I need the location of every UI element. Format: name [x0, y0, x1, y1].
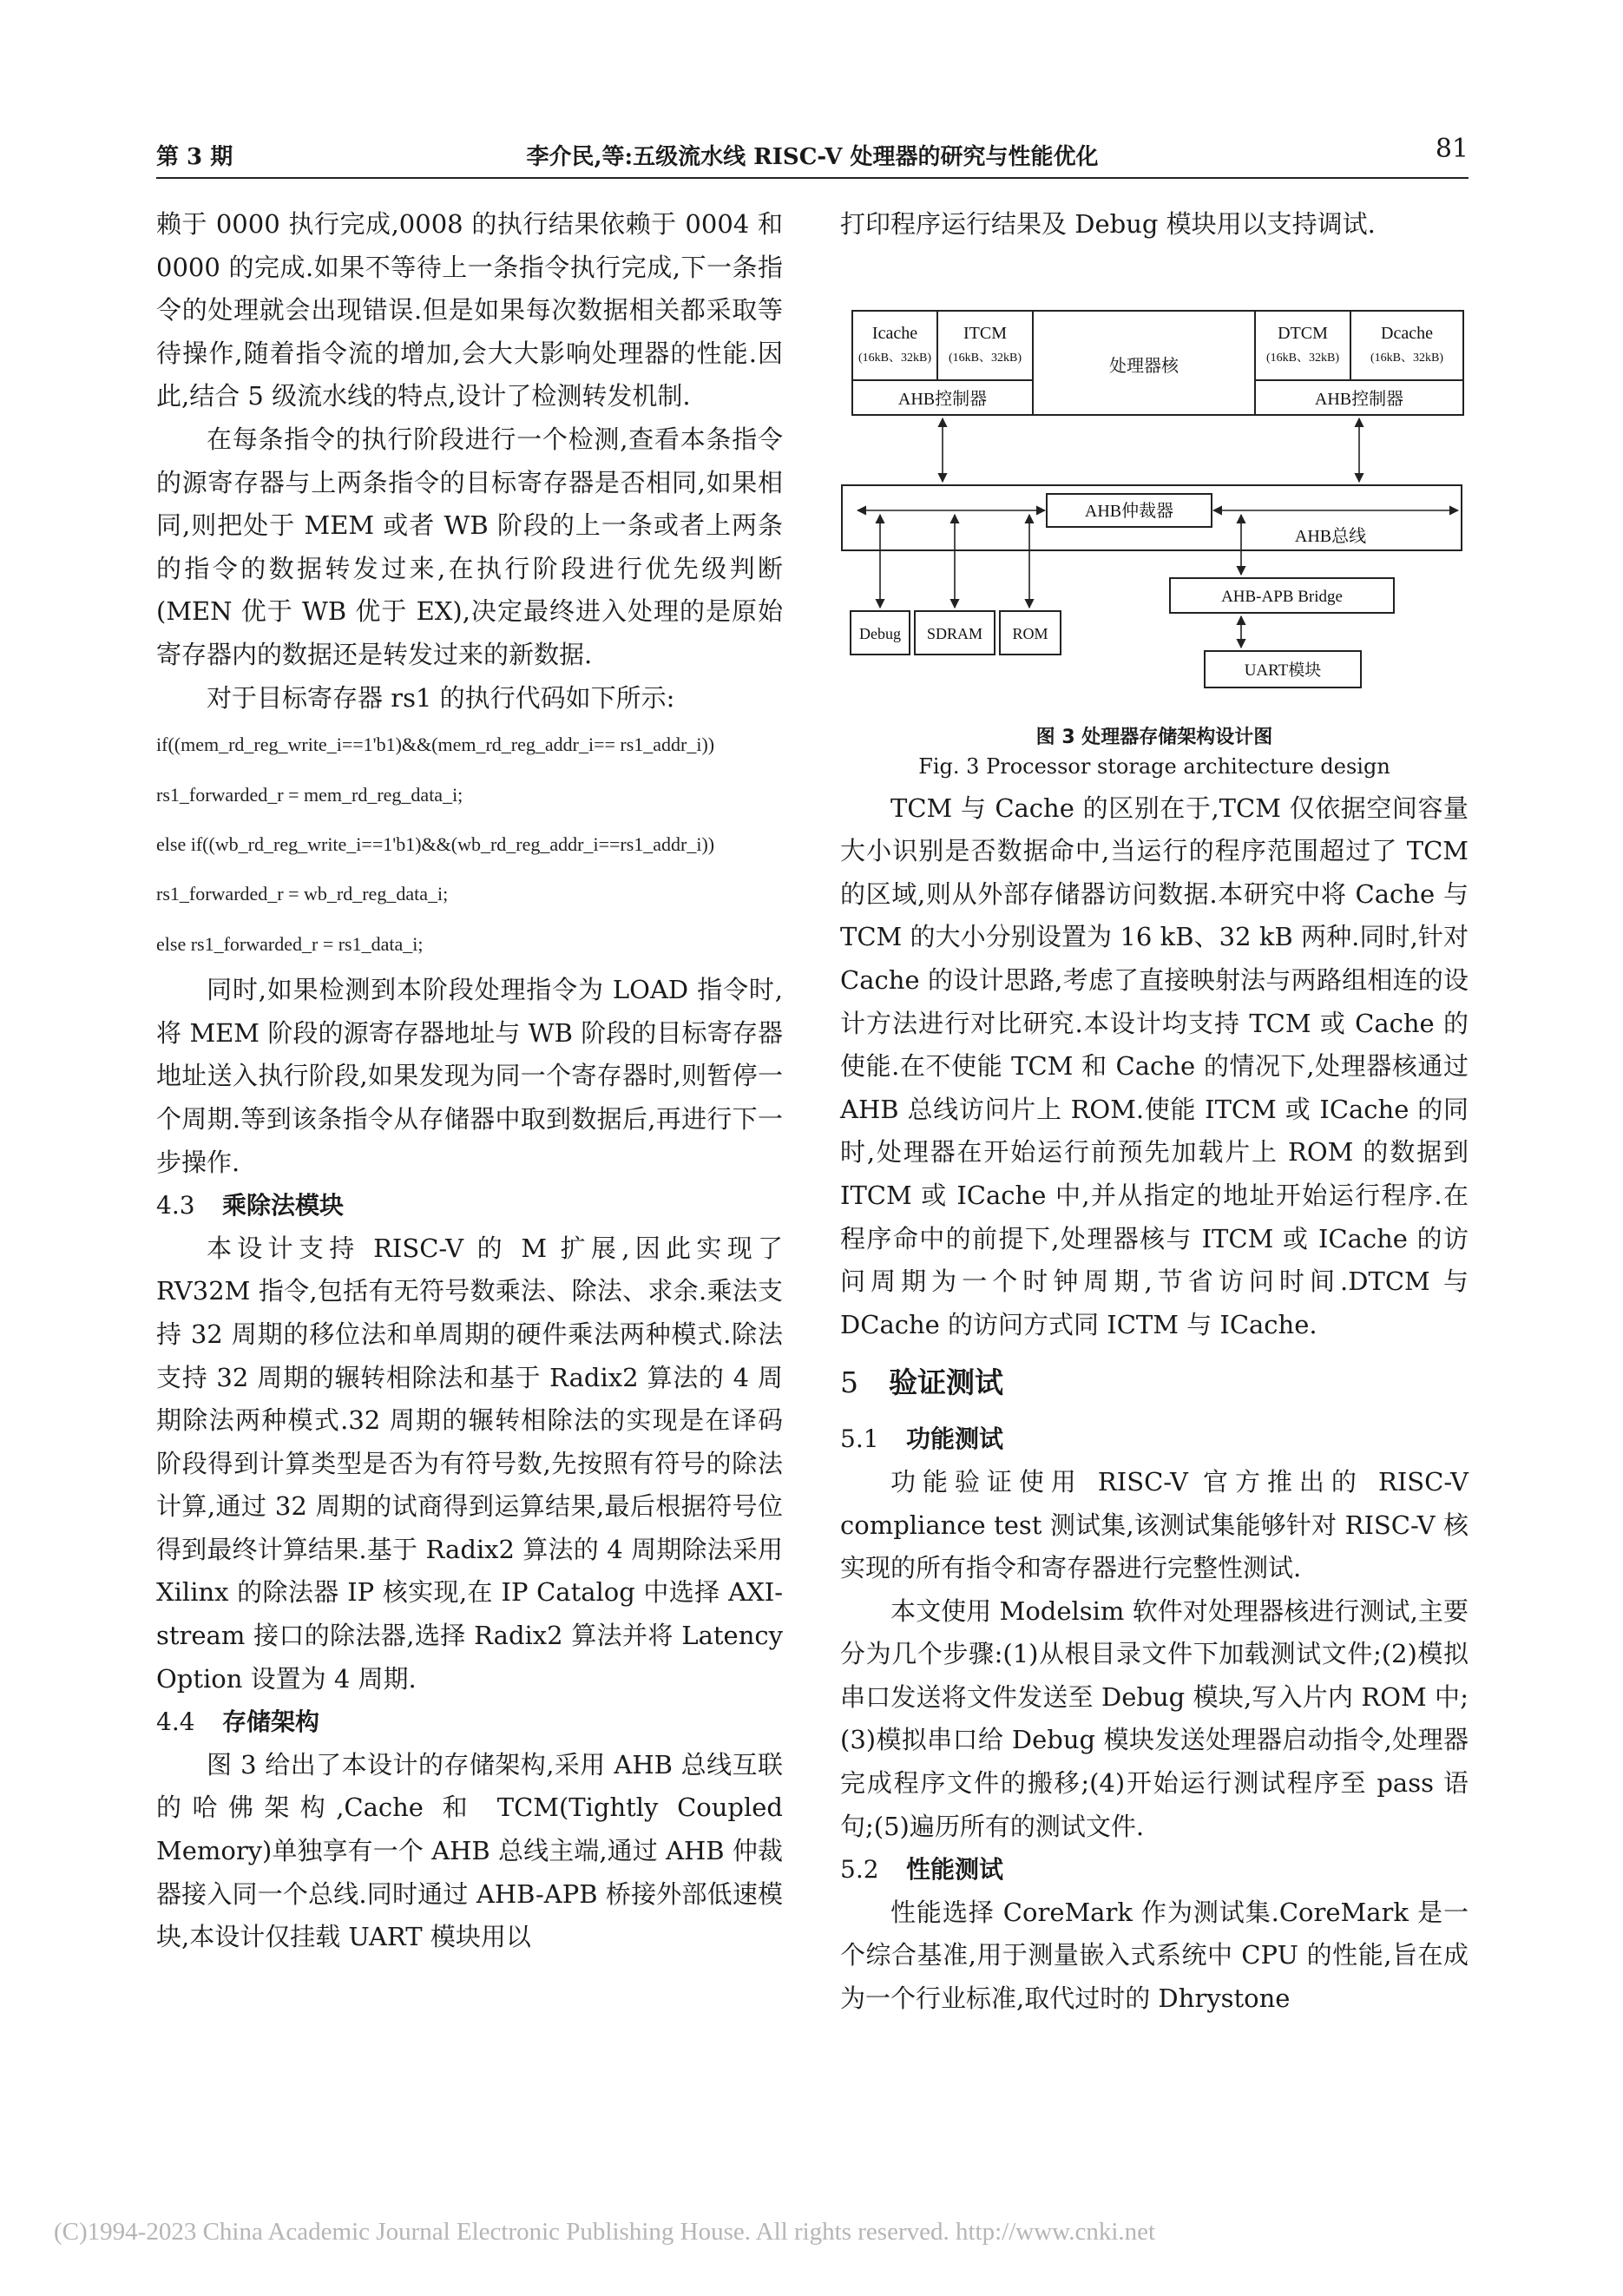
section-heading-5-2: 5.2 性能测试 — [840, 1855, 1004, 1885]
rom-label: ROM — [1012, 624, 1048, 642]
copyright-footer: (C)1994-2023 China Academic Journal Electronic Publishing House. All rights reserved. http://www.cnki.net — [54, 2218, 1156, 2246]
code-line: if((mem_rd_reg_write_i==1'b1)&&(mem_rd_reg_addr_i== rs1_addr_i)) — [156, 734, 715, 756]
code-line: else rs1_forwarded_r = rs1_data_i; — [156, 932, 424, 955]
left-column — [156, 203, 783, 1959]
paragraph: 图 3 给出了本设计的存储架构,采用 AHB 总线互联的哈佛架构,Cache 和 TCM(Tightly Coupled Memory)单独享有一个 AHB 总线主端,通过 AHB 仲裁器接入同一个总线.同时通过 AHB-APB 桥接外部低速模块,本设计仅挂载 UART 模块用以 — [156, 1749, 783, 1952]
dtcm-size: (16kB、32kB) — [1266, 351, 1339, 365]
code-listing — [156, 720, 783, 969]
itcm-size: (16kB、32kB) — [949, 351, 1022, 365]
dtcm-label: DTCM — [1278, 323, 1328, 343]
code-line: rs1_forwarded_r = mem_rd_reg_data_i; — [156, 783, 463, 806]
code-line: rs1_forwarded_r = wb_rd_reg_data_i; — [156, 883, 449, 905]
paragraph: 在每条指令的执行阶段进行一个检测,查看本条指令的源寄存器与上两条指令的目标寄存器是否相同,如果相同,则把处于 MEM 或者 WB 阶段的上一条或者上两条的指令的数据转发过来,在执行阶段进行优先级判断(MEN 优于 WB 优于 EX),决定最终进入处理的是原始寄存器内的数据还是转发过来的新数据. — [156, 424, 783, 669]
paragraph: TCM 与 Cache 的区别在于,TCM 仅依据空间容量大小识别是否数据命中,当运行的程序范围超过了 TCM 的区域,则从外部存储器访问数据.本研究中将 Cache 与 TCM 的大小分别设置为 16 kB、32 kB 两种.同时,针对 Cache 的设计思路,考虑了直接映射法与两路组相连的设计方法进行对比研究.本设计均支持 TCM 或 Cache 的使能.在不使能 TCM 和 Cache 的情况下,处理器核通过 AHB 总线访问片上 ROM.使能 ITCM 或 ICache 的同时,处理器在开始运行前预先加载片上 ROM 的数据到 ITCM 或 ICache 中,并从指定的地址开始运行程序.在程序命中的前提下,处理器核与 ITCM 或 ICache 的访问周期为一个时钟周期,节省访问时间.DTCM 与 DCache 的访问方式同 ICTM 与 ICache. — [840, 793, 1469, 1339]
paragraph: 本设计支持 RISC-V 的 M 扩展,因此实现了 RV32M 指令,包括有无符号数乘法、除法、求余.乘法支持 32 周期的移位法和单周期的硬件乘法两种模式.除法支持 32 周期的辗转相除法和基于 Radix2 算法的 4 周期除法两种模式.32 周期的辗转相除法的实现是在译码阶段得到计算类型是否为有符号数,先按照有符号的除法计算,通过 32 周期的试商得到运算结果,最后根据符号位得到最终计算结果.基于 Radix2 算法的 4 周期除法采用 Xilinx 的除法器 IP 核实现,在 IP Catalog 中选择 AXI-stream 接口的除法器,选择 Radix2 算法并将 Latency Option 设置为 4 周期. — [156, 1233, 783, 1694]
issue-label: 第 3 期 — [156, 144, 233, 170]
page-number: 81 — [1435, 134, 1469, 164]
figure-3 — [840, 247, 1469, 722]
itcm-label: ITCM — [963, 323, 1007, 343]
sdram-label: SDRAM — [926, 624, 983, 642]
icache-size: (16kB、32kB) — [858, 351, 931, 365]
paragraph: 对于目标寄存器 rs1 的执行代码如下所示: — [207, 682, 675, 713]
core-label: 处理器核 — [1109, 356, 1179, 376]
dcache-label: Dcache — [1381, 323, 1433, 343]
running-header — [156, 130, 1469, 179]
section-heading-5-1: 5.1 功能测试 — [840, 1424, 1004, 1454]
icache-label: Icache — [871, 323, 918, 343]
arbiter-label: AHB仲裁器 — [1084, 501, 1174, 521]
debug-label: Debug — [859, 624, 901, 642]
bridge-label: AHB-APB Bridge — [1221, 587, 1343, 606]
section-heading-4-4: 4.4 存储架构 — [156, 1707, 320, 1737]
code-line: else if((wb_rd_reg_write_i==1'b1)&&(wb_rd_reg_addr_i==rs1_addr_i)) — [156, 832, 715, 855]
paragraph: 同时,如果检测到本阶段处理指令为 LOAD 指令时,将 MEM 阶段的源寄存器地址与 WB 阶段的目标寄存器地址送入执行阶段,如果发现为同一个寄存器时,则暂停一个周期.等到该条指令从存储器中取到数据后,再进行下一步操作. — [156, 975, 783, 1177]
bus-label: AHB总线 — [1294, 526, 1367, 546]
paragraph: 赖于 0000 执行完成,0008 的执行结果依赖于 0004 和 0000 的完成.如果不等待上一条指令执行完成,下一条指令的处理就会出现错误.但是如果每次数据相关都采取等待操作,随着指令流的增加,会大大影响处理器的性能.因此,结合 5 级流水线的特点,设计了检测转发机制. — [156, 209, 783, 411]
dcache-size: (16kB、32kB) — [1370, 351, 1443, 365]
paragraph: 打印程序运行结果及 Debug 模块用以支持调试. — [840, 209, 1376, 239]
paragraph: 功能验证使用 RISC-V 官方推出的 RISC-V compliance test 测试集,该测试集能够针对 RISC-V 核实现的所有指令和寄存器进行完整性测试. — [840, 1466, 1469, 1583]
section-heading-4-3: 4.3 乘除法模块 — [156, 1191, 345, 1220]
ahb-controller-left: AHB控制器 — [897, 389, 988, 409]
running-title: 李介民,等:五级流水线 RISC-V 处理器的研究与性能优化 — [526, 144, 1099, 170]
right-column — [840, 203, 1469, 2021]
section-heading-5: 5 验证测试 — [840, 1365, 1003, 1400]
figure-caption-en: Fig. 3 Processor storage architecture design — [918, 753, 1390, 779]
figure-caption-zh: 图 3 处理器存储架构设计图 — [1035, 726, 1273, 748]
paragraph: 性能选择 CoreMark 作为测试集.CoreMark 是一个综合基准,用于测量嵌入式系统中 CPU 的性能,旨在成为一个行业标准,取代过时的 Dhrystone — [840, 1897, 1469, 2014]
paragraph: 本文使用 Modelsim 软件对处理器核进行测试,主要分为几个步骤:(1)从根目录文件下加载测试文件;(2)模拟串口发送将文件发送至 Debug 模块,写入片内 ROM 中;(3)模拟串口给 Debug 模块发送处理器启动指令,处理器完成程序文件的搬移;(4)开始运行测试程序至 pass 语句;(5)遍历所有的测试文件. — [840, 1595, 1469, 1841]
ahb-controller-right: AHB控制器 — [1314, 389, 1404, 409]
uart-label: UART模块 — [1244, 661, 1322, 680]
storage-architecture-diagram — [840, 247, 1469, 722]
